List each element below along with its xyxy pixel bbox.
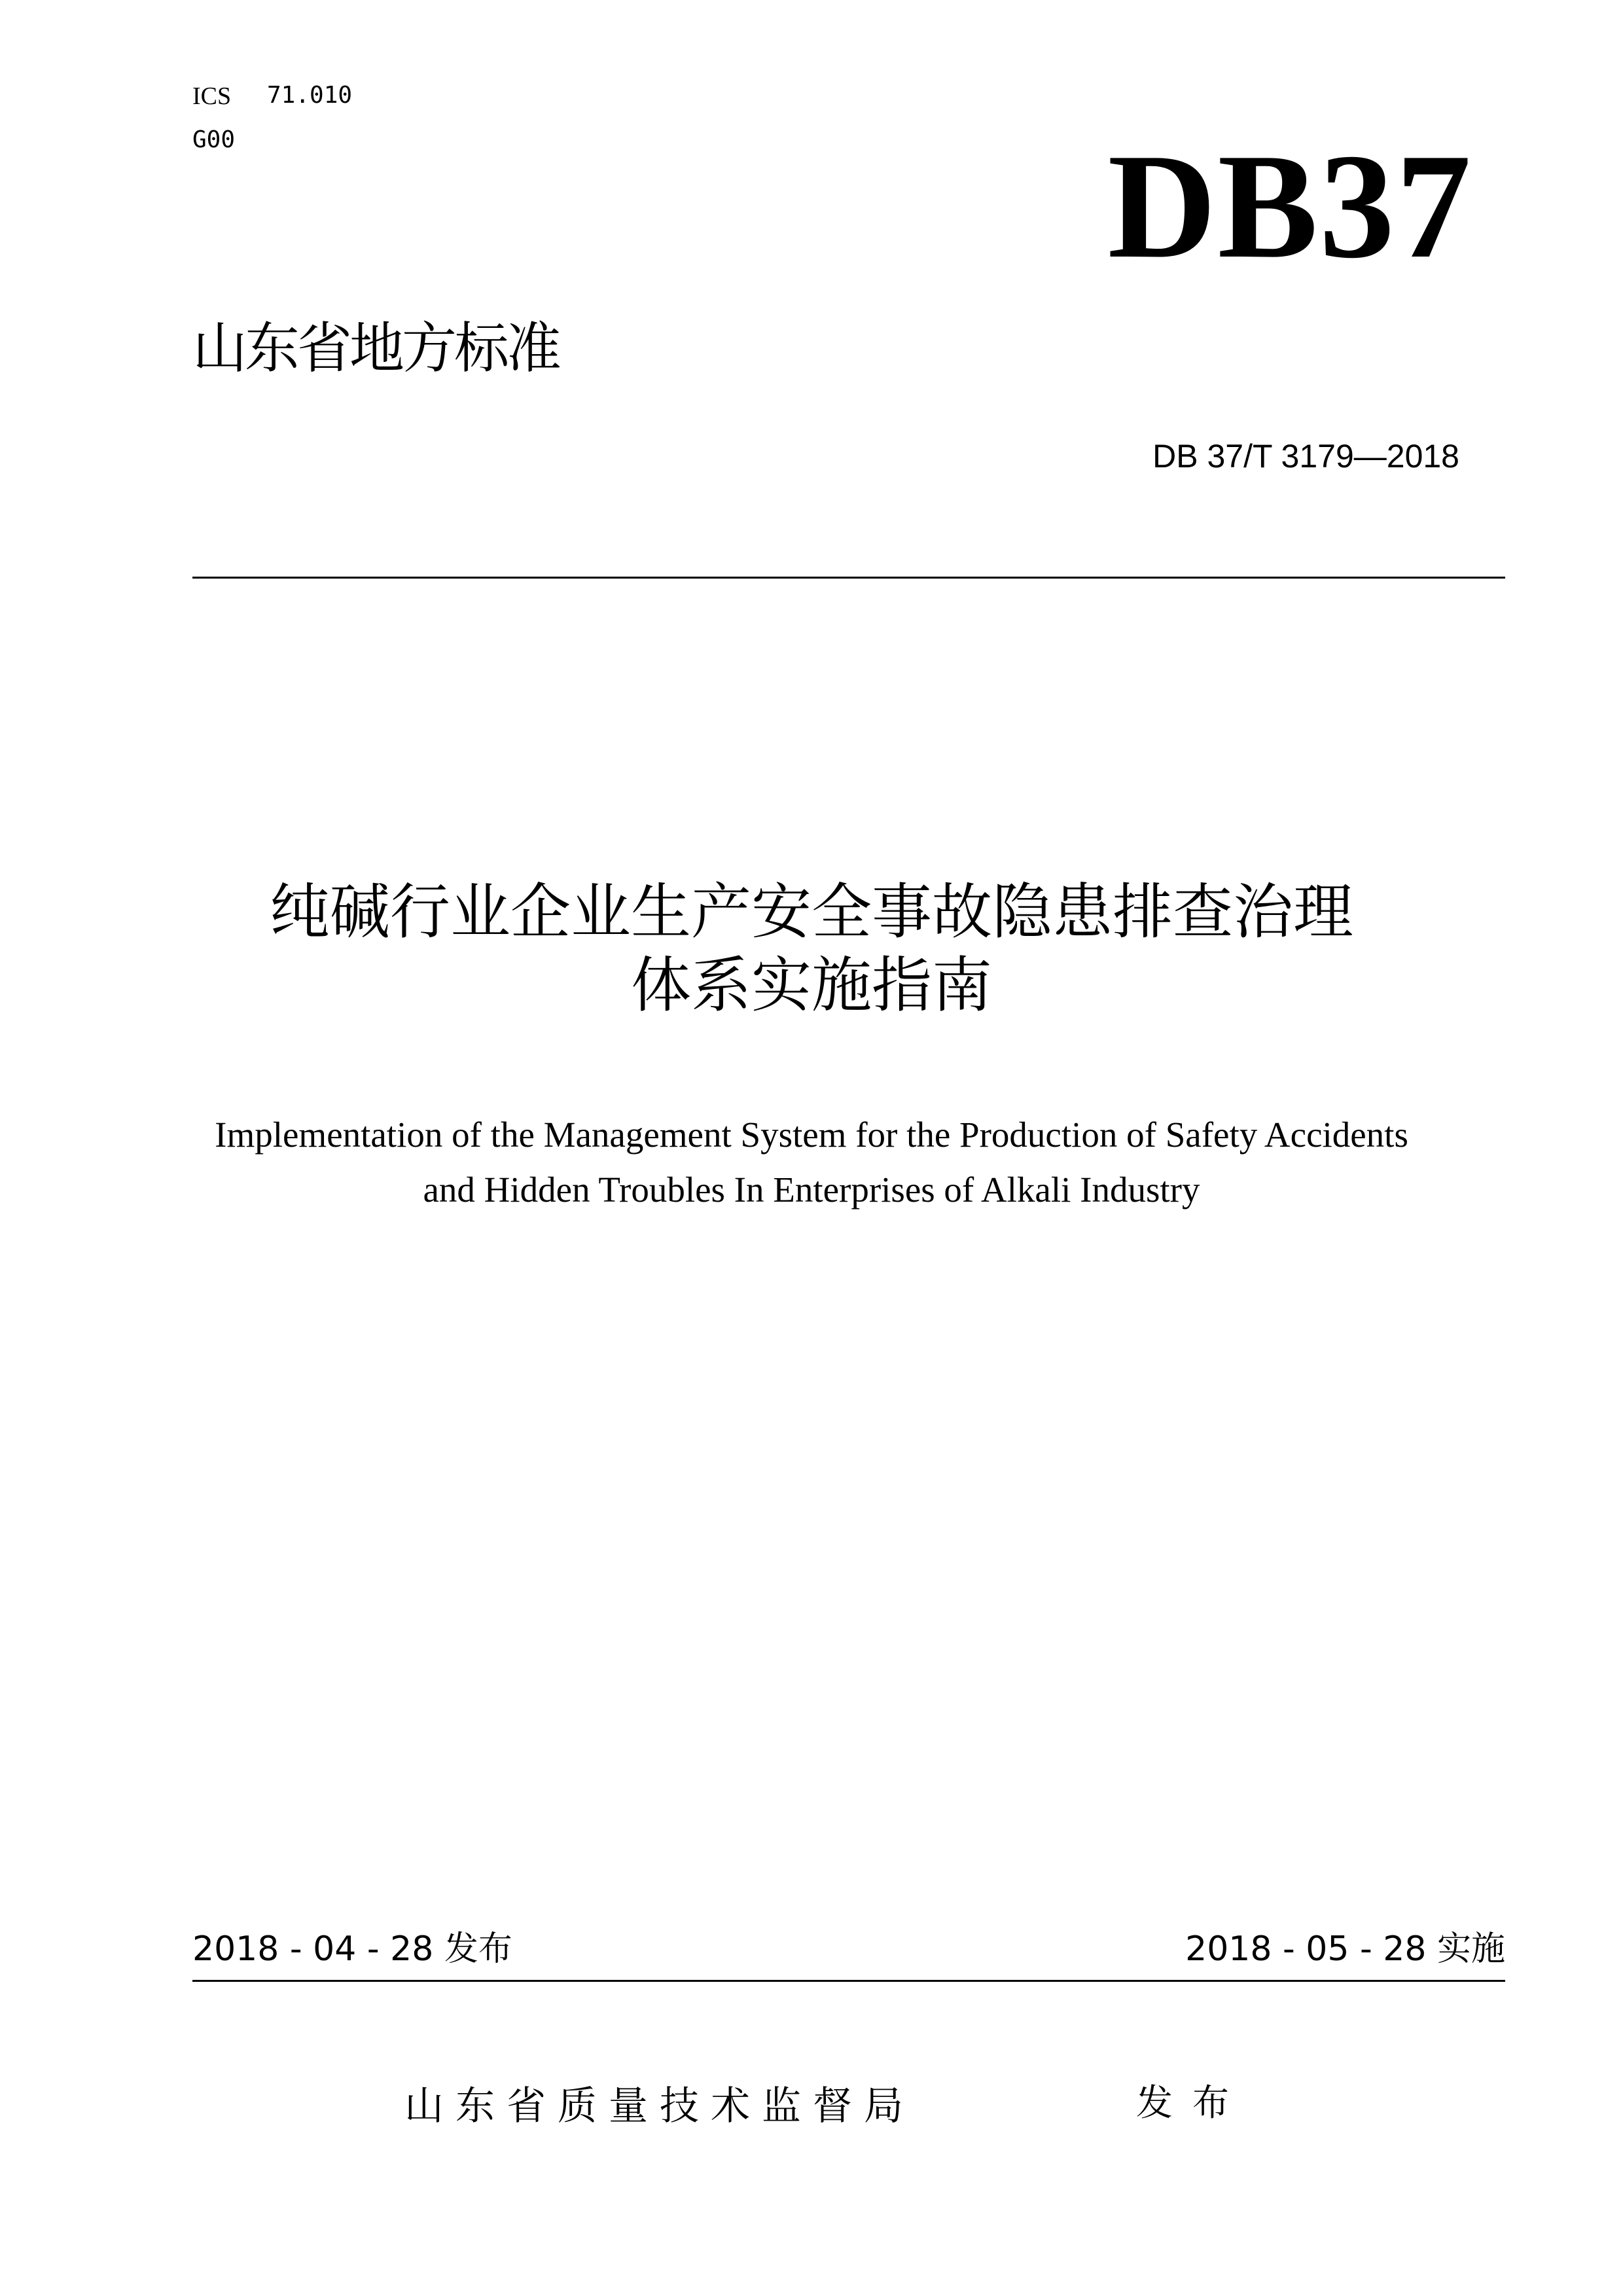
- bottom-divider: [192, 1980, 1505, 1982]
- ics-code: 71.010: [267, 82, 353, 109]
- top-divider: [192, 577, 1505, 579]
- implementation-date: 2018 - 05 - 28 实施: [1185, 1929, 1505, 1969]
- issue-date: 2018 - 04 - 28 发布: [192, 1929, 512, 1969]
- db37-logo: DB37: [1107, 122, 1472, 289]
- ics-label: ICS: [192, 82, 232, 110]
- chinese-title-line: 体系实施指南: [630, 950, 992, 1020]
- issuing-authority: 山东省质量技术监督局: [404, 2083, 915, 2129]
- english-title: [92, 1107, 1531, 1217]
- chinese-title: [92, 876, 1531, 1022]
- english-title-line: Implementation of the Management System for the Production of Safety Accidents: [215, 1115, 1408, 1155]
- chinese-title-line: 纯碱行业企业生产安全事故隐患排查治理: [269, 877, 1353, 947]
- issue-label: 发布: [1136, 2082, 1249, 2125]
- standard-type-heading: 山东省地方标准: [192, 316, 560, 380]
- english-title-line: and Hidden Troubles In Enterprises of Alkali Industry: [423, 1170, 1200, 1210]
- classification-code: G00: [192, 126, 236, 153]
- standard-number: DB 37/T 3179—2018: [1152, 438, 1459, 475]
